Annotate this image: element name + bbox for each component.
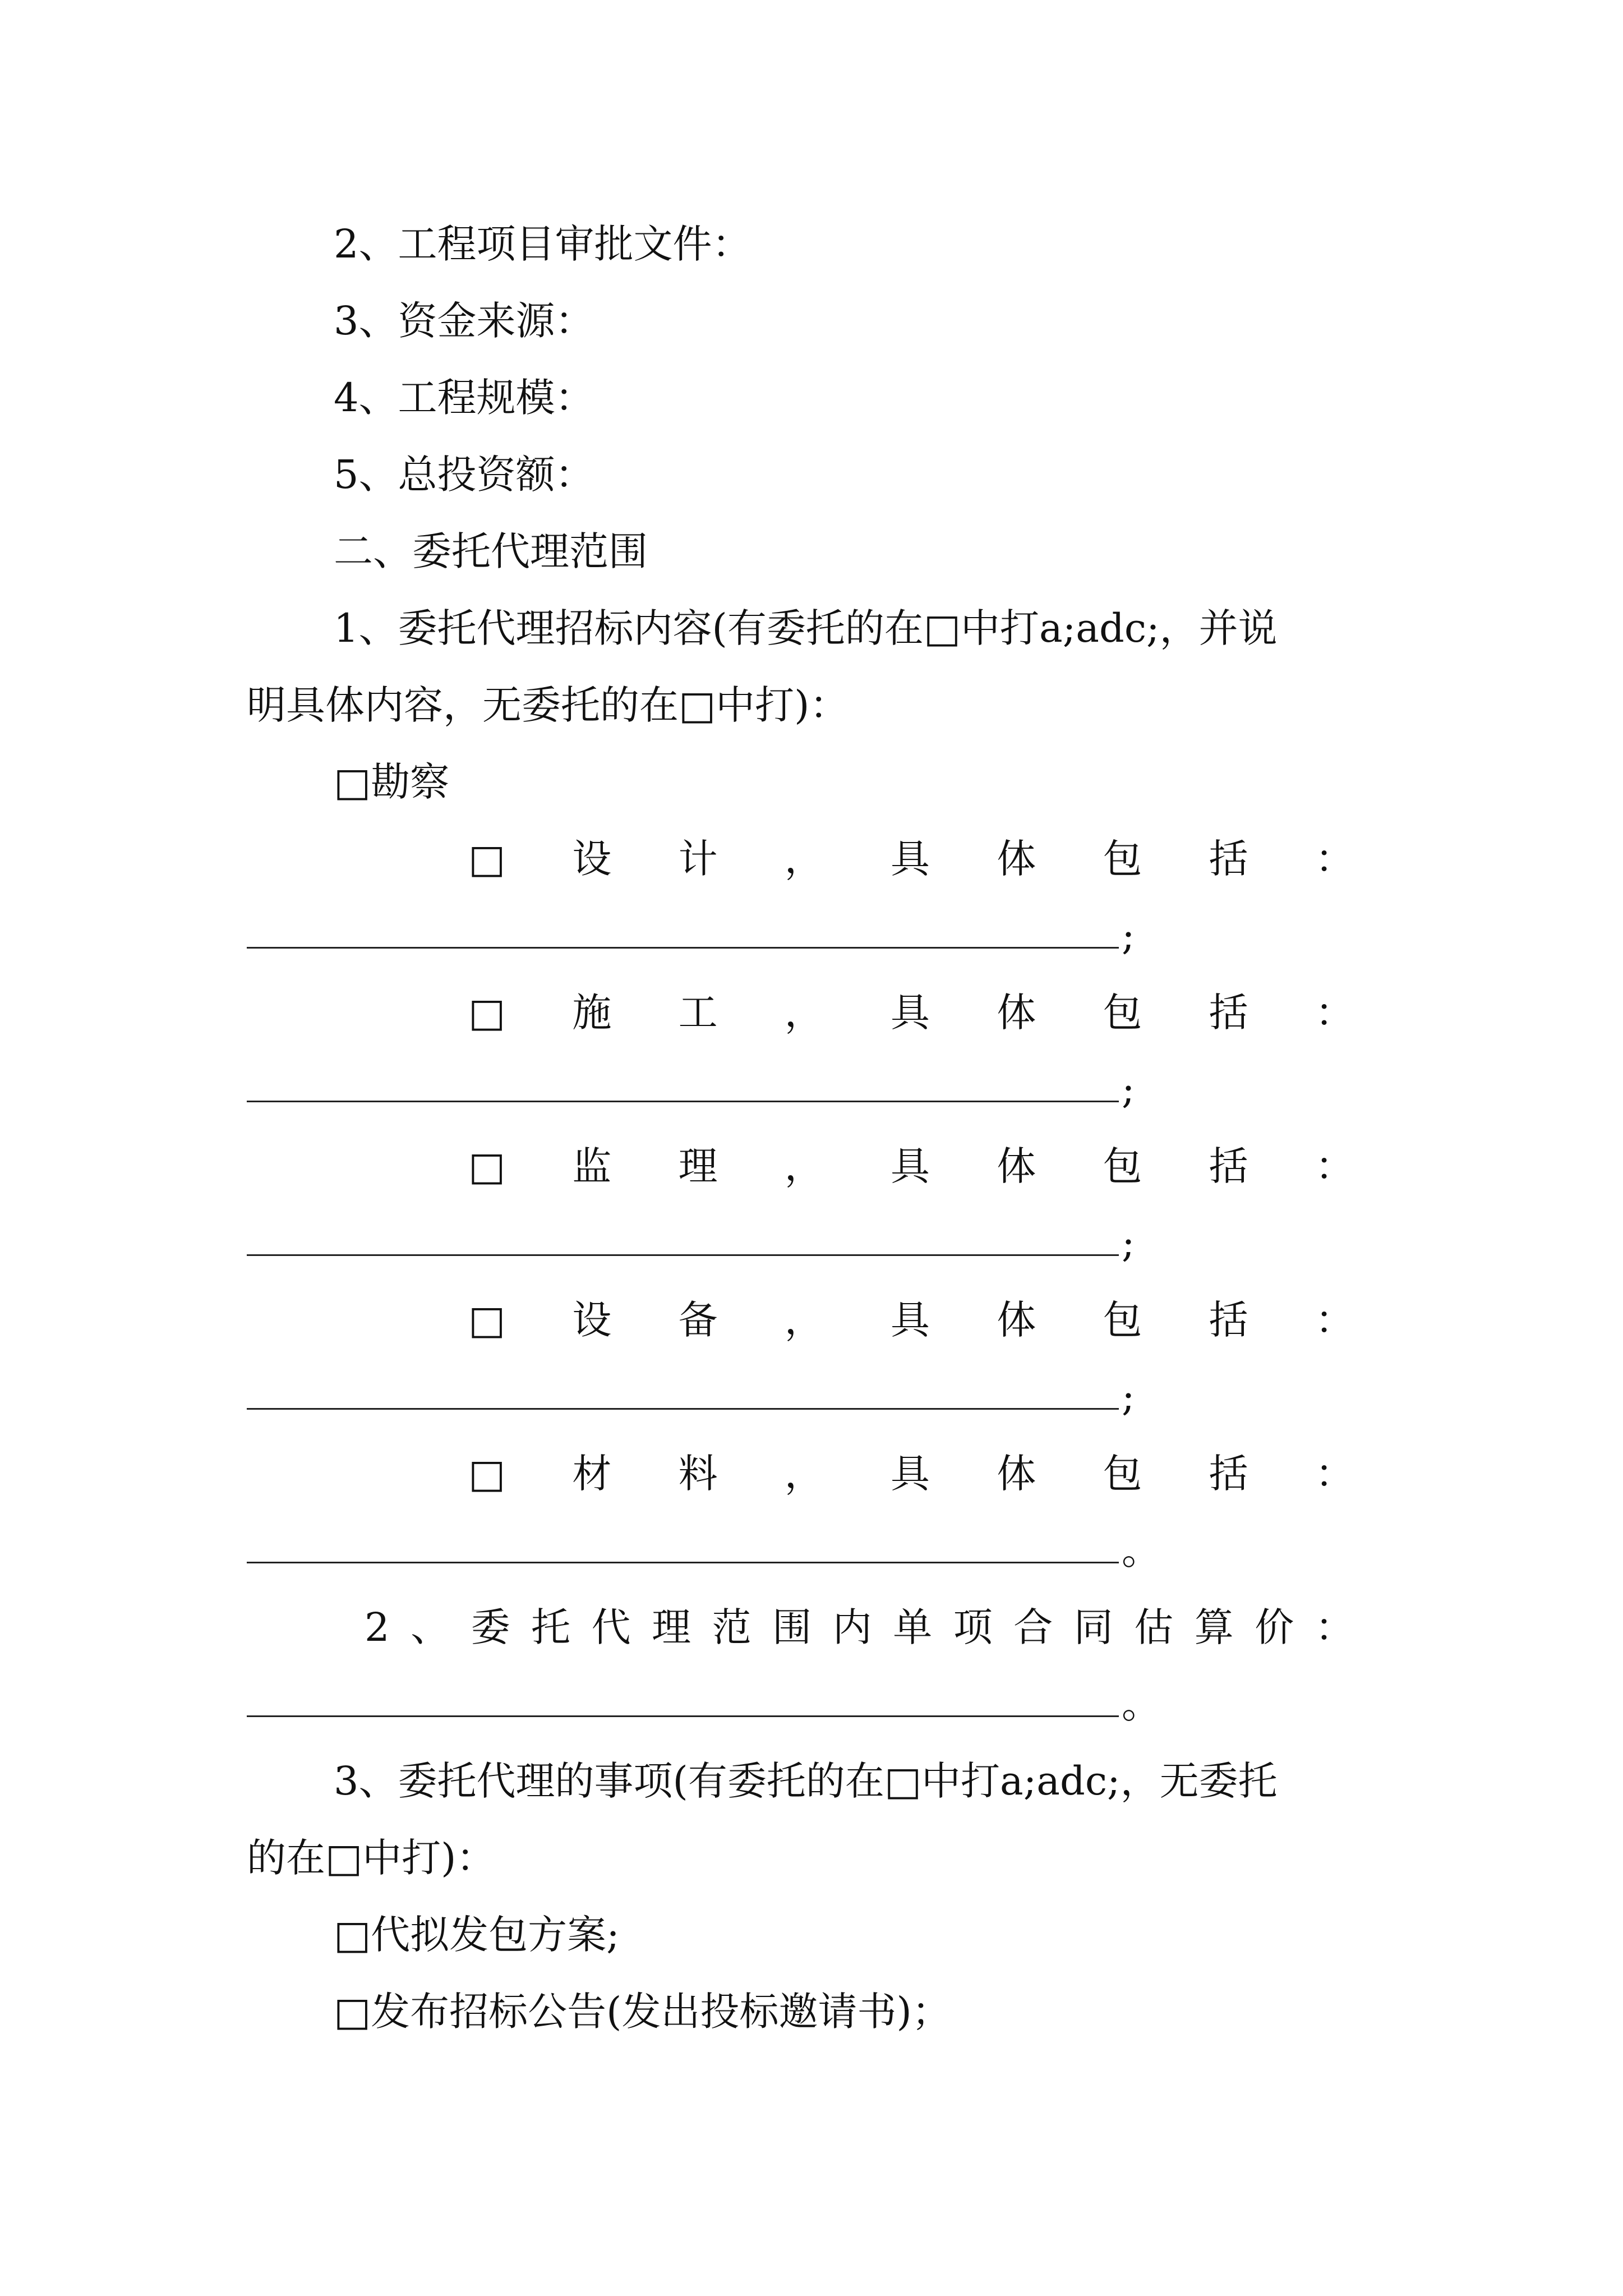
scope2-char: 范 (712, 1604, 751, 1650)
scope-char: 包 (1103, 1143, 1142, 1189)
scope-row-construction (468, 987, 1354, 1038)
scope-row-supervision (468, 1141, 1354, 1191)
scope2-char: 估 (1134, 1604, 1174, 1650)
blank-underline (247, 1408, 1119, 1410)
scope-row-equipment (468, 1295, 1354, 1345)
scope2-char: 围 (772, 1604, 812, 1650)
fill-line-construction (247, 1064, 1150, 1115)
scope2-char: 托 (531, 1604, 571, 1650)
section-heading-agency-scope: 二、委托代理范围 (334, 528, 648, 574)
scope-char: 括 (1209, 836, 1248, 882)
scope2-estimate-row (365, 1602, 1354, 1653)
checkbox-draft-plan: □代拟发包方案; (334, 1912, 620, 1958)
scope1-line1: 1、委托代理招标内容(有委托的在□中打a;adc;，并说 (334, 605, 1278, 651)
checkbox-glyph: □ (468, 1451, 506, 1497)
scope-char: 具 (891, 1143, 930, 1189)
scope-char: 包 (1103, 836, 1142, 882)
scope-char: 体 (997, 836, 1036, 882)
scope-char: 包 (1103, 990, 1142, 1036)
scope2-char: 同 (1073, 1604, 1113, 1650)
fill-line-equipment (247, 1372, 1150, 1422)
scope-colon: ： (1315, 1297, 1354, 1343)
scope-comma: ， (784, 836, 824, 882)
scope2-char: ： (1315, 1604, 1354, 1650)
checkbox-glyph: □ (468, 836, 506, 882)
scope-char: 理 (678, 1143, 718, 1189)
scope2-char: 项 (953, 1604, 993, 1650)
scope-char: 具 (891, 836, 930, 882)
scope-char: 具 (891, 1451, 930, 1497)
scope-row-materials (468, 1448, 1354, 1499)
scope-char: 具 (891, 990, 930, 1036)
scope-char: 体 (997, 990, 1036, 1036)
checkbox-glyph: □ (468, 990, 506, 1036)
fill-line-supervision (247, 1218, 1150, 1268)
scope-char: 备 (678, 1297, 718, 1343)
scope-char: 包 (1103, 1297, 1142, 1343)
scope2-char: 合 (1013, 1604, 1053, 1650)
scope1-line2: 明具体内容，无委托的在□中打)： (247, 682, 849, 728)
scope-char: 括 (1209, 1297, 1248, 1343)
scope-char: 括 (1209, 1143, 1248, 1189)
item-project-scale: 4、工程规模： (334, 375, 594, 421)
scope-char: 工 (678, 990, 718, 1036)
scope-row-design (468, 834, 1354, 884)
scope2-char: 单 (893, 1604, 933, 1650)
scope-char: 括 (1209, 1451, 1248, 1497)
scope-comma: ， (784, 1451, 824, 1497)
scope2-char: 2 (365, 1604, 390, 1650)
item-fund-source: 3、资金来源： (334, 298, 594, 344)
line-end-punct: ; (1122, 1066, 1135, 1112)
scope-comma: ， (784, 990, 824, 1036)
scope-char: 具 (891, 1297, 930, 1343)
scope-char: 料 (678, 1451, 718, 1497)
line-end-punct: 。 (1122, 1681, 1161, 1727)
scope2-char: 委 (471, 1604, 510, 1650)
scope-char: 设 (572, 1297, 612, 1343)
line-end-punct: ; (1122, 913, 1135, 959)
fill-line-design (247, 910, 1150, 961)
scope2-char: 理 (652, 1604, 691, 1650)
scope2-char: 价 (1255, 1604, 1294, 1650)
line-end-punct: ; (1122, 1220, 1135, 1266)
checkbox-glyph: □ (468, 1297, 506, 1343)
scope2-char: 算 (1194, 1604, 1234, 1650)
scope-char: 监 (572, 1143, 612, 1189)
scope-colon: ： (1315, 836, 1354, 882)
checkbox-publish-notice: □发布招标公告(发出投标邀请书)； (334, 1989, 951, 2035)
scope2-char: 代 (591, 1604, 631, 1650)
blank-underline (247, 1101, 1119, 1102)
line-end-punct: 。 (1122, 1527, 1161, 1573)
scope-comma: ， (784, 1297, 824, 1343)
line-end-punct: ; (1122, 1374, 1135, 1420)
scope3-line2: 的在□中打)： (247, 1835, 496, 1881)
scope-char: 材 (572, 1451, 612, 1497)
scope2-char: 内 (832, 1604, 872, 1650)
item-approval-docs: 2、工程项目审批文件： (334, 221, 751, 267)
scope-char: 设 (572, 836, 612, 882)
fill-line-materials (247, 1525, 1161, 1576)
scope-char: 体 (997, 1451, 1036, 1497)
scope3-line1: 3、委托代理的事项(有委托的在□中打a;adc;，无委托 (334, 1758, 1278, 1804)
blank-underline (247, 1254, 1119, 1256)
checkbox-glyph: □ (468, 1143, 506, 1189)
item-total-investment: 5、总投资额： (334, 452, 594, 498)
scope-colon: ： (1315, 990, 1354, 1036)
fill-line-estimate (247, 1679, 1161, 1729)
scope2-char: 、 (411, 1604, 450, 1650)
scope-char: 计 (678, 836, 718, 882)
blank-underline (247, 1562, 1119, 1563)
scope-comma: ， (784, 1143, 824, 1189)
scope-char: 包 (1103, 1451, 1142, 1497)
scope-char: 施 (572, 990, 612, 1036)
scope-char: 体 (997, 1297, 1036, 1343)
scope-colon: ： (1315, 1143, 1354, 1189)
blank-underline (247, 947, 1119, 949)
blank-underline (247, 1715, 1119, 1717)
scope-colon: ： (1315, 1451, 1354, 1497)
checkbox-survey: □勘察 (334, 759, 450, 805)
scope-char: 括 (1209, 990, 1248, 1036)
scope-char: 体 (997, 1143, 1036, 1189)
